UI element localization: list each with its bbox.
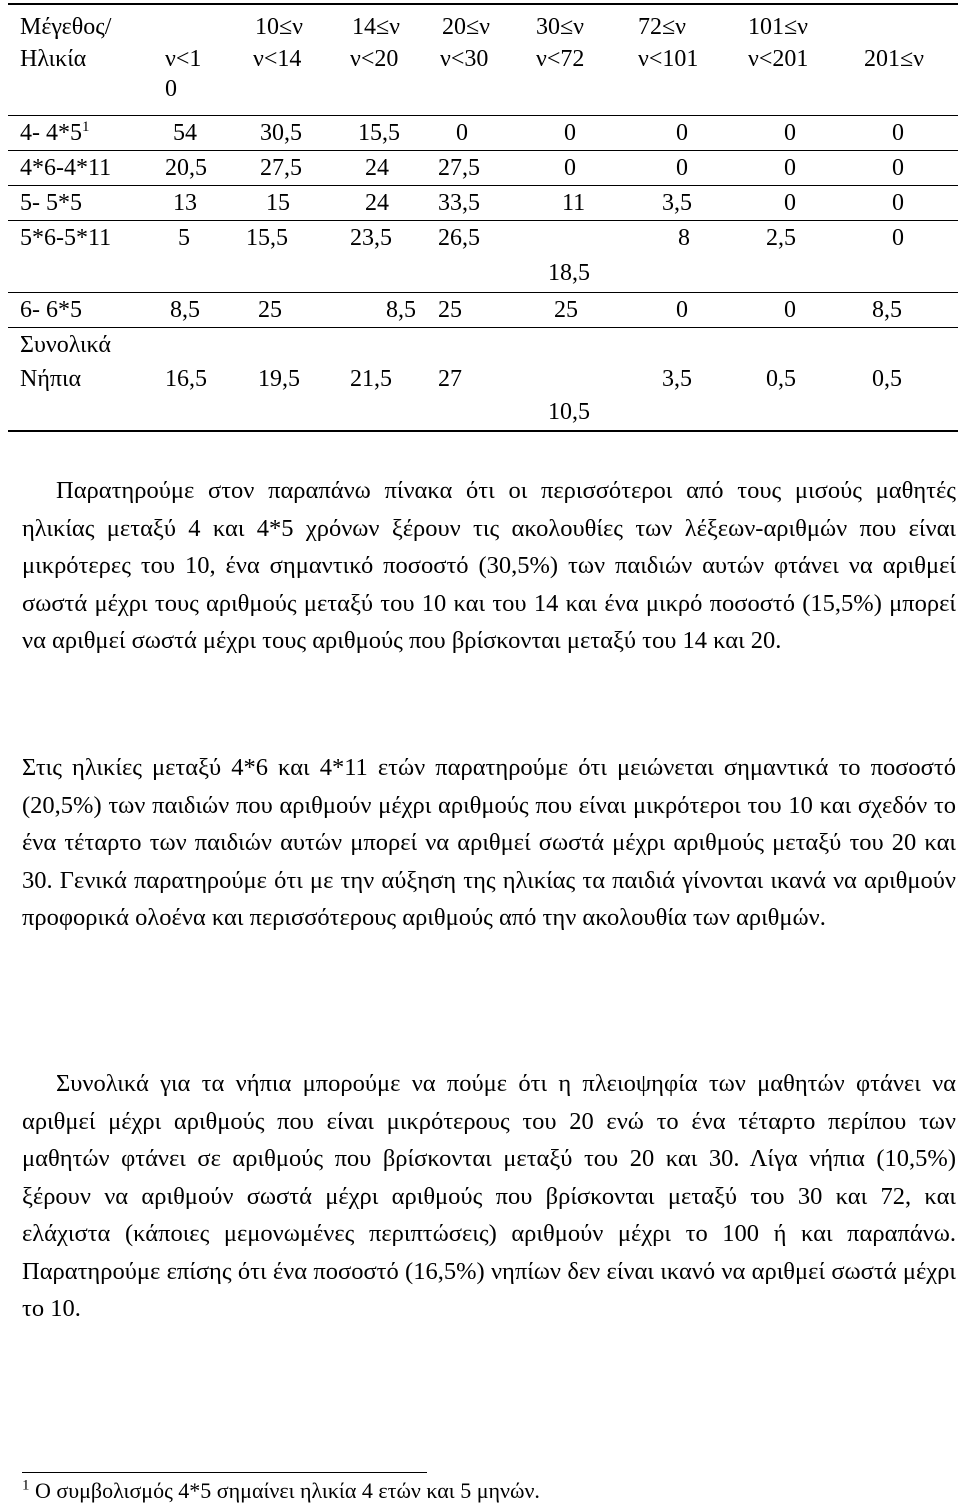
- table-divider: [8, 185, 958, 186]
- table-cell: 0: [676, 120, 688, 146]
- table-cell: 20,5: [165, 155, 207, 181]
- footnote-text: Ο συμβολισμός 4*5 σημαίνει ηλικία 4 ετών και 5 μηνών.: [35, 1478, 540, 1503]
- table-cell: 0: [676, 297, 688, 323]
- header-col4-line1: 20≤ν: [442, 14, 491, 40]
- footnote: [22, 1478, 540, 1504]
- table-cell: 26,5: [438, 225, 480, 251]
- table-cell: 5: [178, 225, 190, 251]
- header-col2-line2: ν<14: [253, 46, 302, 72]
- table-cell: 0: [456, 120, 468, 146]
- table-divider: [8, 327, 958, 328]
- header-size-age-line1: Μέγεθος/: [20, 14, 112, 40]
- table-cell: 11: [562, 190, 586, 216]
- row-label-line2: Νήπια: [20, 366, 82, 392]
- header-size-age-line2: Ηλικία: [20, 46, 87, 72]
- table-cell: 0: [564, 120, 576, 146]
- table-cell: 0: [892, 120, 904, 146]
- table-divider: [8, 292, 958, 293]
- paragraph-2: Στις ηλικίες μεταξύ 4*6 και 4*11 ετών παρατηρούμε ότι μειώνεται σημαντικά το ποσοστό (20,5%) των παιδιών που αριθμούν μέχρι αριθμούς που είναι μικρότεροι του 10 και σχεδόν το ένα τέταρτο των παιδιών αυτών μπορεί να αριθμεί σωστά μέχρι αριθμούς μεταξύ του 20 και 30. Γενικά παρατηρούμε ότι με την αύξηση της ηλικίας τα παιδιά γίνονται ικανά να αριθμούν προφορικά ολοένα και περισσότερους αριθμούς από την ακολουθία των αριθμών.: [22, 754, 956, 931]
- table-cell: 0: [892, 225, 904, 251]
- table-cell: 0: [892, 190, 904, 216]
- table-cell: 0: [784, 190, 796, 216]
- table-cell: 25: [438, 297, 462, 323]
- table-cell: 8,5: [872, 297, 902, 323]
- table-cell: 27: [438, 366, 462, 392]
- table-cell: 25: [258, 297, 282, 323]
- header-col7-line1: 101≤ν: [748, 14, 809, 40]
- row-label: 4*6-4*11: [20, 155, 112, 181]
- row-label: 6- 6*5: [20, 297, 82, 323]
- table-cell: 27,5: [438, 155, 480, 181]
- header-col1-line1: ν<1: [165, 46, 202, 72]
- table-divider: [8, 115, 958, 116]
- table-cell: 16,5: [165, 366, 207, 392]
- table-cell: 0: [676, 155, 688, 181]
- table-cell: 25: [554, 297, 578, 323]
- table-cell: 27,5: [260, 155, 302, 181]
- table-cell: 18,5: [548, 260, 590, 286]
- header-col2-line1: 10≤ν: [255, 14, 304, 40]
- table-cell: 15,5: [246, 225, 288, 251]
- header-col6-line2: ν<101: [638, 46, 699, 72]
- table-cell: 19,5: [258, 366, 300, 392]
- header-col5-line2: ν<72: [536, 46, 585, 72]
- header-col6-line1: 72≤ν: [638, 14, 687, 40]
- header-col1-line2: 0: [165, 76, 177, 102]
- table-cell: 13: [173, 190, 197, 216]
- header-col3-line1: 14≤ν: [352, 14, 401, 40]
- table-cell: 30,5: [260, 120, 302, 146]
- table-cell: 2,5: [766, 225, 796, 251]
- table-cell: 23,5: [350, 225, 392, 251]
- table-cell: 0: [564, 155, 576, 181]
- table-cell: 0: [784, 297, 796, 323]
- table-cell: 0: [784, 155, 796, 181]
- footnote-separator: [22, 1472, 427, 1473]
- row-label: 5*6-5*11: [20, 225, 112, 251]
- table-cell: 3,5: [662, 366, 692, 392]
- header-col8: 201≤ν: [864, 46, 925, 72]
- table-cell: 8,5: [170, 297, 200, 323]
- header-col3-line2: ν<20: [350, 46, 399, 72]
- table-cell: 15,5: [358, 120, 400, 146]
- table-divider: [8, 220, 958, 221]
- table-cell: 8: [678, 225, 690, 251]
- row-label: 4- $4*5^1$: [20, 119, 90, 146]
- table-cell: 21,5: [350, 366, 392, 392]
- table-cell: 15: [266, 190, 290, 216]
- table-cell: 8,5: [386, 297, 416, 323]
- header-col5-line1: 30≤ν: [536, 14, 585, 40]
- table-cell: 0,5: [766, 366, 796, 392]
- table-cell: 33,5: [438, 190, 480, 216]
- row-label-line1: Συνολικά: [20, 332, 111, 358]
- table-cell: 0: [892, 155, 904, 181]
- age-size-table: [8, 3, 958, 432]
- table-cell: 0: [784, 120, 796, 146]
- header-col4-line2: ν<30: [440, 46, 489, 72]
- table-divider: [8, 150, 958, 151]
- footnote-marker: 1: [82, 119, 90, 135]
- table-cell: 54: [173, 120, 197, 146]
- paragraph-3: Συνολικά για τα νήπια μπορούμε να πούμε ότι η πλειοψηφία των μαθητών φτάνει να αριθμεί μέχρι αριθμούς που είναι μικρότερους του 20 ενώ το ένα τέταρτο περίπου των μαθητών φτάνει σε αριθμούς που βρίσκονται μεταξύ του 20 και 30. Λίγα νήπια (10,5%) ξέρουν να αριθμούν σωστά μέχρι αριθμούς που βρίσκονται μεταξύ του 30 και 72, και ελάχιστα (κάποιες μεμονωμένες περιπτώσεις) αριθμούν μέχρι το 100 ή και παραπάνω. Παρατηρούμε επίσης ότι ένα ποσοστό (16,5%) νηπίων δεν είναι ικανό να αριθμεί σωστά μέχρι το 10.: [22, 1070, 956, 1322]
- paragraph-1: Παρατηρούμε στον παραπάνω πίνακα ότι οι περισσότεροι από τους μισούς μαθητές ηλικίας μεταξύ 4 και 4*5 χρόνων ξέρουν τις ακολουθίες των λέξεων-αριθμών που είναι μικρότερες του 10, ένα σημαντικό ποσοστό (30,5%) των παιδιών αυτών φτάνει να αριθμεί σωστά μέχρι τους αριθμούς μεταξύ του 10 και του 14 και ένα μικρό ποσοστό (15,5%) μπορεί να αριθμεί σωστά μέχρι τους αριθμούς που βρίσκονται μεταξύ του 14 και 20.: [22, 477, 956, 654]
- table-cell: 3,5: [662, 190, 692, 216]
- header-col7-line2: ν<201: [748, 46, 809, 72]
- footnote-number: 1: [22, 1477, 30, 1494]
- table-cell: 0,5: [872, 366, 902, 392]
- table-cell: 24: [365, 155, 389, 181]
- table-cell: 24: [365, 190, 389, 216]
- table-cell: 10,5: [548, 399, 590, 425]
- row-label: 5- 5*5: [20, 190, 82, 216]
